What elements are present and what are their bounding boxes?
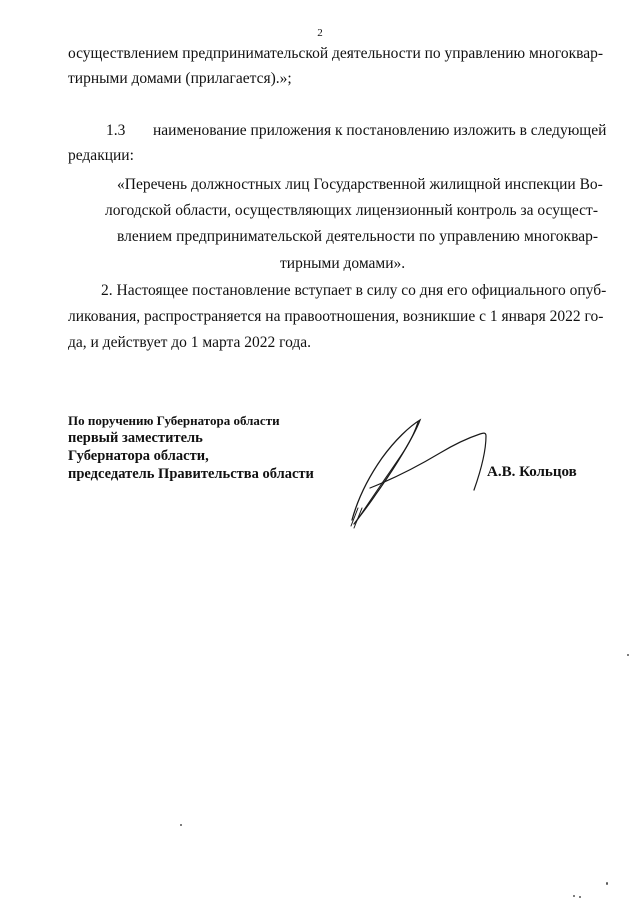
page-number: 2 <box>317 27 323 39</box>
item-2-line-1: 2. Настоящее постановление вступает в силу со дня его официального опуб- <box>101 282 607 299</box>
item-1-3-number: 1.3 <box>106 122 126 139</box>
quote-line-3: влением предпринимательской деятельности по управлению многоквар- <box>117 228 598 245</box>
signer-name: А.В. Кольцов <box>487 464 577 480</box>
item-1-3-line-2: редакции: <box>68 147 134 164</box>
scan-speck <box>627 654 629 656</box>
quote-line-2: логодской области, осуществляющих лицензионный контроль за осущест- <box>105 202 598 219</box>
signature-block-line-1: По поручению Губернатора области <box>68 413 280 428</box>
signature-block-line-2: первый заместитель <box>68 430 203 446</box>
continuation-line-2: тирными домами (прилагается).»; <box>68 70 292 87</box>
item-2-line-3: да, и действует до 1 марта 2022 года. <box>68 334 312 351</box>
scan-speck <box>606 882 608 885</box>
continuation-line-1: осуществлением предпринимательской деятельности по управлению многоквар- <box>68 45 603 62</box>
signature-block-line-4: председатель Правительства области <box>68 466 314 482</box>
item-2-line-2: ликования, распространяется на правоотношения, возникшие с 1 января 2022 го- <box>68 308 604 325</box>
quote-line-1: «Перечень должностных лиц Государственной жилищной инспекции Во- <box>117 176 603 193</box>
scan-speck <box>180 824 182 826</box>
item-1-3-line-1: наименование приложения к постановлению изложить в следующей <box>153 122 607 139</box>
quote-line-4: тирными домами». <box>280 255 406 272</box>
handwritten-signature <box>340 408 500 538</box>
scan-speck <box>579 896 581 898</box>
scan-speck <box>573 895 575 897</box>
signature-block-line-3: Губернатора области, <box>68 448 209 464</box>
